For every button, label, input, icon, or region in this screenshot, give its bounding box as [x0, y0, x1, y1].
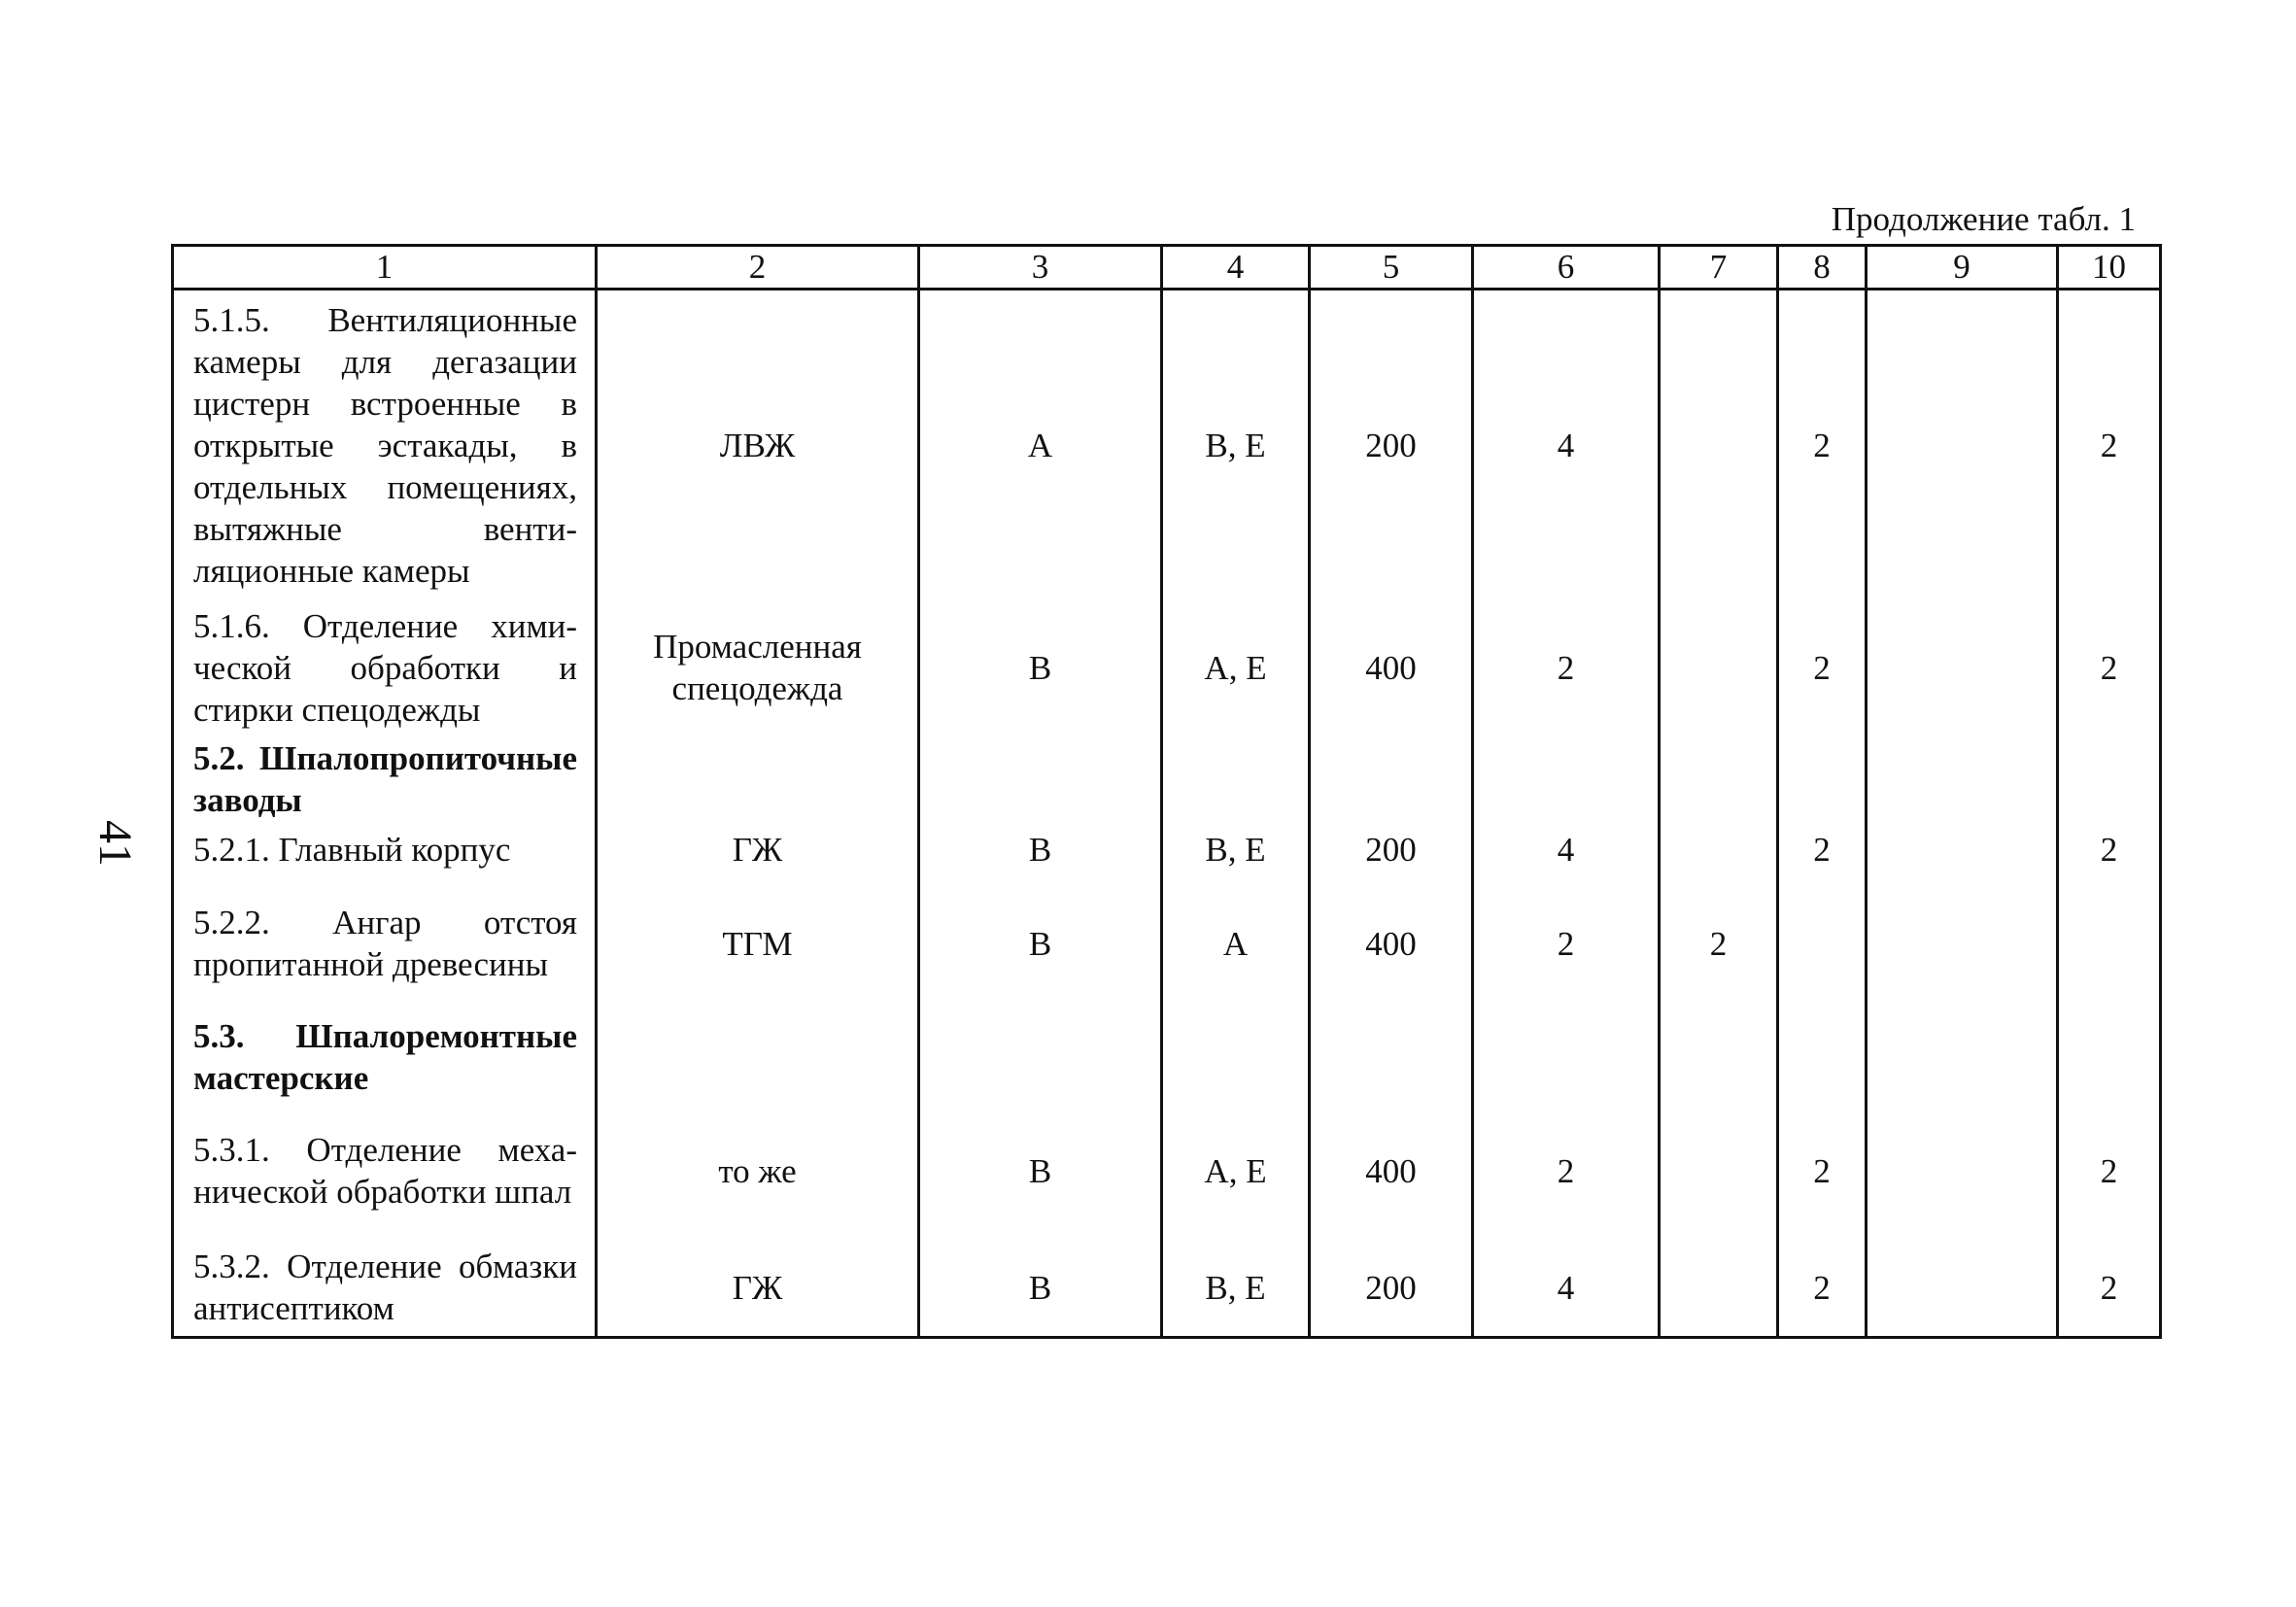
table-cell — [1310, 1011, 1473, 1103]
table-cell: 200 — [1310, 1239, 1473, 1338]
table-cell: 4 — [1473, 1239, 1660, 1338]
table-cell: то же — [597, 1103, 919, 1239]
table-cell — [597, 1011, 919, 1103]
column-header: 10 — [2058, 246, 2161, 290]
row-name: 5.1.5. Вентиляционные камеры для дегазации цистерн встроенные в открытые эстакады, в отдельных помещениях, вытяжные вентиляционные камеры — [173, 290, 597, 600]
column-header: 4 — [1162, 246, 1310, 290]
row-name: 5.2.1. Главный корпус — [173, 823, 597, 875]
table-cell — [919, 735, 1162, 823]
table-cell: 400 — [1310, 1103, 1473, 1239]
table-cell: 2 — [1473, 599, 1660, 735]
table-continuation-label: Продолжение табл. 1 — [1831, 200, 2136, 238]
section-heading: 5.2. Шпалопропиточные заводы — [173, 735, 597, 823]
table-cell — [1473, 735, 1660, 823]
table-cell — [1867, 735, 2058, 823]
table-cell: В, Е — [1162, 823, 1310, 875]
table-cell — [1867, 823, 2058, 875]
table-cell: 2 — [2058, 1239, 2161, 1338]
table-cell — [1867, 1011, 2058, 1103]
column-header: 9 — [1867, 246, 2058, 290]
column-header: 3 — [919, 246, 1162, 290]
table-row — [173, 1103, 2161, 1239]
table-cell — [1162, 1011, 1310, 1103]
column-header: 7 — [1660, 246, 1778, 290]
table-cell: 2 — [1473, 1103, 1660, 1239]
column-header: 1 — [173, 246, 597, 290]
column-header: 2 — [597, 246, 919, 290]
table-cell — [1660, 823, 1778, 875]
table-cell: ТГМ — [597, 875, 919, 1011]
column-header: 6 — [1473, 246, 1660, 290]
table-cell: 2 — [2058, 290, 2161, 600]
table-cell — [919, 1011, 1162, 1103]
table-cell — [1660, 1011, 1778, 1103]
table-cell: 2 — [2058, 823, 2161, 875]
table-cell: ЛВЖ — [597, 290, 919, 600]
table-cell — [1867, 290, 2058, 600]
table-cell: 2 — [1778, 290, 1867, 600]
table-cell: 400 — [1310, 875, 1473, 1011]
table-cell: А, Е — [1162, 1103, 1310, 1239]
table-row — [173, 875, 2161, 1011]
column-header: 5 — [1310, 246, 1473, 290]
table-cell: В, Е — [1162, 290, 1310, 600]
column-header: 8 — [1778, 246, 1867, 290]
table-cell: В — [919, 875, 1162, 1011]
table-cell: 2 — [2058, 599, 2161, 735]
data-table — [171, 244, 2162, 1339]
table-cell — [1778, 875, 1867, 1011]
table-row — [173, 290, 2161, 600]
table-cell: 4 — [1473, 823, 1660, 875]
table-cell: 200 — [1310, 290, 1473, 600]
table-cell — [1778, 1011, 1867, 1103]
table-cell: В, Е — [1162, 1239, 1310, 1338]
table-cell: Промасленная спецодежда — [597, 599, 919, 735]
table-cell — [2058, 735, 2161, 823]
table-cell — [1310, 735, 1473, 823]
table-row — [173, 1239, 2161, 1338]
table-cell: 2 — [1778, 1103, 1867, 1239]
table-cell — [1660, 599, 1778, 735]
table-cell: 2 — [1778, 1239, 1867, 1338]
table-cell: В — [919, 1103, 1162, 1239]
table-cell: 2 — [1473, 875, 1660, 1011]
table-cell: 2 — [2058, 1103, 2161, 1239]
table-cell — [1660, 1103, 1778, 1239]
row-name: 5.1.6. Отделение химической обработки и стирки спецодежды — [173, 599, 597, 735]
table-cell: 200 — [1310, 823, 1473, 875]
table-row — [173, 599, 2161, 735]
table-cell: 2 — [1778, 599, 1867, 735]
table-cell: А, Е — [1162, 599, 1310, 735]
row-name: 5.3.2. Отделение обмазки антисептиком — [173, 1239, 597, 1338]
table-cell: В — [919, 599, 1162, 735]
page-number: 41 — [89, 820, 141, 867]
table-cell — [1162, 735, 1310, 823]
table-cell — [1660, 290, 1778, 600]
table-cell — [2058, 1011, 2161, 1103]
section-heading: 5.3. Шпалоремонтные мастерские — [173, 1011, 597, 1103]
section-heading-row — [173, 735, 2161, 823]
table-header-row — [173, 246, 2161, 290]
table-cell: ГЖ — [597, 1239, 919, 1338]
table-cell: 4 — [1473, 290, 1660, 600]
table-cell — [1778, 735, 1867, 823]
table-cell: 2 — [1778, 823, 1867, 875]
table-cell — [1867, 1103, 2058, 1239]
table-cell — [597, 735, 919, 823]
table-cell: 2 — [1660, 875, 1778, 1011]
table-cell: В — [919, 1239, 1162, 1338]
table-cell: А — [919, 290, 1162, 600]
section-heading-row — [173, 1011, 2161, 1103]
table-cell — [2058, 875, 2161, 1011]
table-cell — [1660, 735, 1778, 823]
table-cell — [1473, 1011, 1660, 1103]
table-cell: А — [1162, 875, 1310, 1011]
table-cell — [1867, 1239, 2058, 1338]
table-row — [173, 823, 2161, 875]
table-cell — [1867, 599, 2058, 735]
row-name: 5.2.2. Ангар отстоя пропитанной древесины — [173, 875, 597, 1011]
table-cell: 400 — [1310, 599, 1473, 735]
row-name: 5.3.1. Отделение механической обработки шпал — [173, 1103, 597, 1239]
table-cell — [1867, 875, 2058, 1011]
table-cell — [1660, 1239, 1778, 1338]
table-cell: ГЖ — [597, 823, 919, 875]
table-cell: В — [919, 823, 1162, 875]
